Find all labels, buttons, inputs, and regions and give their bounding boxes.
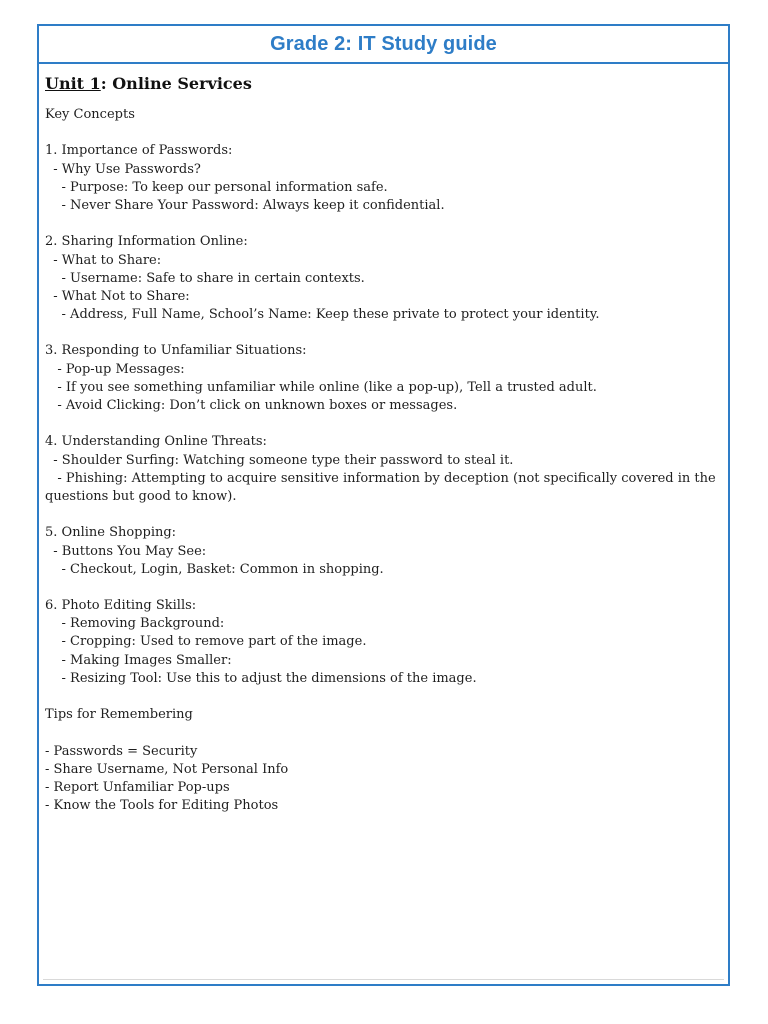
key-concepts-heading: Key Concepts (45, 107, 135, 122)
spacer (45, 579, 722, 597)
page-title: Grade 2: IT Study guide (270, 32, 497, 55)
sharing-line: - What Not to Share: (45, 288, 190, 304)
passwords-line: - Never Share Your Password: Always keep it confidential. (45, 197, 445, 213)
study-guide-sheet (37, 24, 730, 986)
unfamiliar-line: - If you see something unfamiliar while online (like a pop-up), Tell a trusted adult. (45, 379, 597, 395)
spacer (45, 124, 722, 142)
photo-title: 6. Photo Editing Skills: (45, 598, 197, 614)
tips-line: - Report Unfamiliar Pop-ups (45, 779, 230, 795)
shopping-title: 5. Online Shopping: (45, 525, 177, 541)
photo-line: - Resizing Tool: Use this to adjust the dimensions of the image. (45, 670, 477, 686)
spacer (45, 215, 722, 233)
unfamiliar-line: - Pop-up Messages: (45, 361, 185, 377)
guide-content (39, 64, 728, 815)
bottom-divider (43, 979, 724, 980)
spacer (45, 324, 722, 342)
photo-line: - Removing Background: (45, 616, 225, 632)
tips-line: - Know the Tools for Editing Photos (45, 798, 279, 814)
shopping-line: - Buttons You May See: (45, 543, 207, 559)
passwords-line: - Why Use Passwords? (45, 161, 201, 177)
spacer (45, 506, 722, 524)
unit-name: Online Services (106, 74, 252, 93)
unit-separator: : (100, 74, 107, 93)
passwords-title: 1. Importance of Passwords: (45, 143, 233, 159)
threats-line: - Phishing: Attempting to acquire sensitive information by deception (not specifically covered in the questions but good to know). (45, 470, 720, 504)
threats-line: - Shoulder Surfing: Watching someone type their password to steal it. (45, 452, 514, 468)
tips-title: Tips for Remembering (45, 707, 193, 723)
shopping-line: - Checkout, Login, Basket: Common in shopping. (45, 561, 384, 577)
unit-number: Unit 1 (45, 74, 101, 93)
tips-line: - Passwords = Security (45, 743, 198, 759)
unfamiliar-title: 3. Responding to Unfamiliar Situations: (45, 343, 307, 359)
unfamiliar-line: - Avoid Clicking: Don’t click on unknown boxes or messages. (45, 398, 458, 413)
threats-title: 4. Understanding Online Threats: (45, 434, 267, 450)
spacer (45, 724, 722, 742)
spacer (45, 688, 722, 706)
sharing-line: - Address, Full Name, School’s Name: Keep these private to protect your identity. (45, 307, 600, 323)
tips-line: - Share Username, Not Personal Info (45, 761, 289, 777)
passwords-line: - Purpose: To keep our personal information safe. (45, 179, 388, 195)
photo-line: - Making Images Smaller: (45, 652, 232, 668)
sharing-line: - What to Share: (45, 252, 162, 268)
spacer (45, 415, 722, 433)
title-bar (39, 26, 728, 64)
photo-line: - Cropping: Used to remove part of the image. (45, 634, 367, 650)
sharing-title: 2. Sharing Information Online: (45, 234, 248, 250)
unit-heading (45, 74, 722, 94)
sharing-line: - Username: Safe to share in certain contexts. (45, 270, 365, 286)
